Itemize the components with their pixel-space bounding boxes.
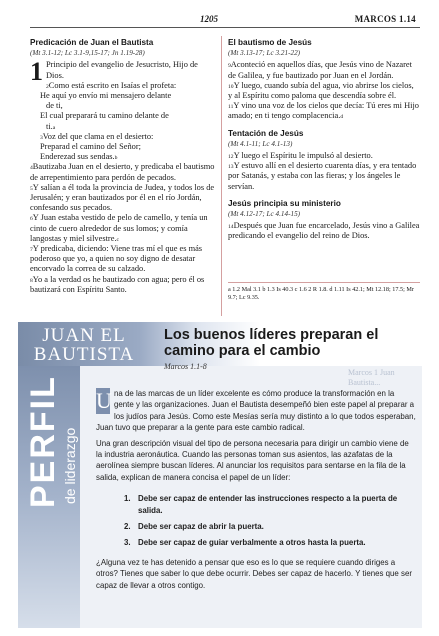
box-paragraph: ¿Alguna vez te has detenido a pensar que eso es lo que se requiere cuando diriges a otros? Tienes que saber lo que debe ocurrir. Debes ser capaz de hacerlo. Y tienes que ser capaz de llevar a otros contigo.: [96, 557, 412, 590]
heading-bautismo-ref: (Mt 3.13-17; Lc 3.21-22): [228, 49, 301, 58]
heading-tentacion-ref: (Mt 4.1-11; Lc 4.1-13): [228, 139, 293, 148]
heading-tentacion: Tentación de Jesús: [228, 128, 304, 138]
box-paragraph: U na de las marcas de un líder excelente es cómo produce la transformación en la gente y las organizaciones. Juan el Bautista desempeñó bien este papel al preparar a los judíos para Jesús. Como este Mesías sería muy distinto a lo que todos esperaban, Juan tuvo que preparar a la gente para este cambio radical.: [96, 388, 416, 433]
verse-13: $^{13}$Y estuvo allí en el desierto cuarenta días, y era tentado por Satanás, y estaba con las fieras; y los ángeles le servían.: [228, 161, 417, 191]
column-divider: [221, 36, 222, 316]
quote-line: Preparad el camino del Señor;: [40, 142, 141, 152]
verse-10: $^{10}$Y luego, cuando subía del agua, vio abrirse los cielos, y al Espíritu como paloma que descendía sobre él.: [228, 80, 414, 101]
verse-12: $^{12}$Y luego el Espíritu le impulsó al desierto.: [228, 151, 373, 161]
book-reference: MARCOS 1.14: [354, 14, 416, 24]
page-number: 1205: [200, 14, 218, 24]
verse-9: $^9$Aconteció en aquellos días, que Jesús vino de Nazaret de Galilea, y fue bautizado por Juan en el Jordán.: [228, 60, 412, 80]
verse-6: $^6$Y Juan estaba vestido de pelo de camello, y tenía un cinto de cuero alrededor de sus lomos; y comía langostas y miel silvestre.$^c$: [30, 213, 208, 243]
quote-line: El cual preparará tu camino delante de: [40, 111, 169, 121]
requirements-list: [124, 493, 416, 549]
verse-4: $^4$Bautizaba Juan en el desierto, y predicaba el bautismo de arrepentimiento para perdón de pecados.: [30, 162, 215, 182]
heading-bautismo: El bautismo de Jesús: [228, 38, 312, 47]
footnote-marker: d: [340, 114, 344, 121]
heading-ministerio-ref: (Mt 4.12-17; Lc 4.14-15): [228, 210, 301, 219]
heading-predicacion-ref: (Mt 3.1-12; Lc 3.1-9,15-17; Jn 1.19-28): [30, 49, 145, 58]
verse-5: $^5$Y salían a él toda la provincia de Judea, y todos los de Jerusalén; y eran bautizados por él en el río Jordán, confesando sus pecados.: [30, 182, 215, 213]
verse-1: 1 Principio del evangelio de Jesucristo, Hijo de Dios.: [30, 57, 198, 87]
footnotes: a 1.2 Mal 3.1 b 1.3 Is 40.3 c 1.6 2 R 1.8. d 1.11 Is 42.1; Mt 12.18; 17.5; Mr 9.7; Lc 9.35.: [228, 282, 420, 302]
right-column: [228, 36, 420, 242]
footnote-marker: c: [116, 236, 120, 243]
page-header: [30, 14, 420, 28]
chapter-number: 1: [30, 57, 43, 87]
verse-7: $^7$Y predicaba, diciendo: Viene tras mí el que es más poderoso que yo, a quien no soy digno de desatar encorvado la correa de su calzado.: [30, 244, 203, 274]
leadership-profile-box: [18, 322, 422, 628]
list-item: 1. Debe ser capaz de entender las instrucciones respecto a la puerta de salida.: [124, 494, 398, 515]
verse-2: $^2$Como está escrito en Isaías el profeta:: [46, 80, 177, 90]
verse-3: $^3$Voz del que clama en el desierto:: [40, 131, 154, 141]
faded-background-text: Marcos 1 Juan Bautista...: [348, 368, 395, 387]
profile-vertical-label: PERFIL: [24, 375, 62, 508]
left-column: [30, 36, 216, 295]
verse-8: $^8$Yo a la verdad os he bautizado con agua; pero él os bautizará con Espíritu Santo.: [30, 274, 205, 294]
footnote-marker: b: [114, 155, 118, 162]
quote-line: de ti,: [46, 101, 63, 111]
box-body: [96, 388, 416, 595]
list-item: 2. Debe ser capaz de abrir la puerta.: [124, 522, 264, 532]
box-title: Los buenos líderes preparan el camino para el cambio: [164, 327, 379, 359]
box-paragraph: Una gran descripción visual del tipo de persona necesaria para dirigir un cambio viene de la industria aeronáutica. Cuando las personas toman sus asientos, las azafatas de la aerolínea siempre buscan líderes. Al anunciar los requisitos para sentarse en la fila de la salida, explican de manera concisa el papel de un líder:: [96, 438, 409, 482]
profile-name: JUAN EL BAUTISTA: [33, 325, 135, 365]
heading-ministerio: Jesús principia su ministerio: [228, 198, 341, 208]
list-item: 3. Debe ser capaz de guiar verbalmente a otros hasta la puerta.: [124, 538, 366, 548]
quote-line: He aquí yo envío mi mensajero delante: [40, 91, 172, 101]
box-reference: Marcos 1.1-8: [164, 362, 207, 371]
footnote-marker: a: [52, 124, 56, 131]
quote-line: ti.$^a$: [46, 121, 56, 131]
box-dropcap: U: [96, 388, 112, 413]
profile-vertical-sublabel: de liderazgo: [62, 427, 78, 504]
verse-11: $^{11}$Y vino una voz de los cielos que decía: Tú eres mi Hijo amado; en ti tengo complacencia.$^d$: [228, 101, 419, 121]
verse-14: $^{14}$Después que Juan fue encarcelado, Jesús vino a Galilea predicando el evangelio del reino de Dios.: [228, 221, 420, 241]
quote-line: Enderezad sus sendas.$^b$: [40, 152, 118, 162]
heading-predicacion: Predicación de Juan el Bautista: [30, 38, 154, 47]
